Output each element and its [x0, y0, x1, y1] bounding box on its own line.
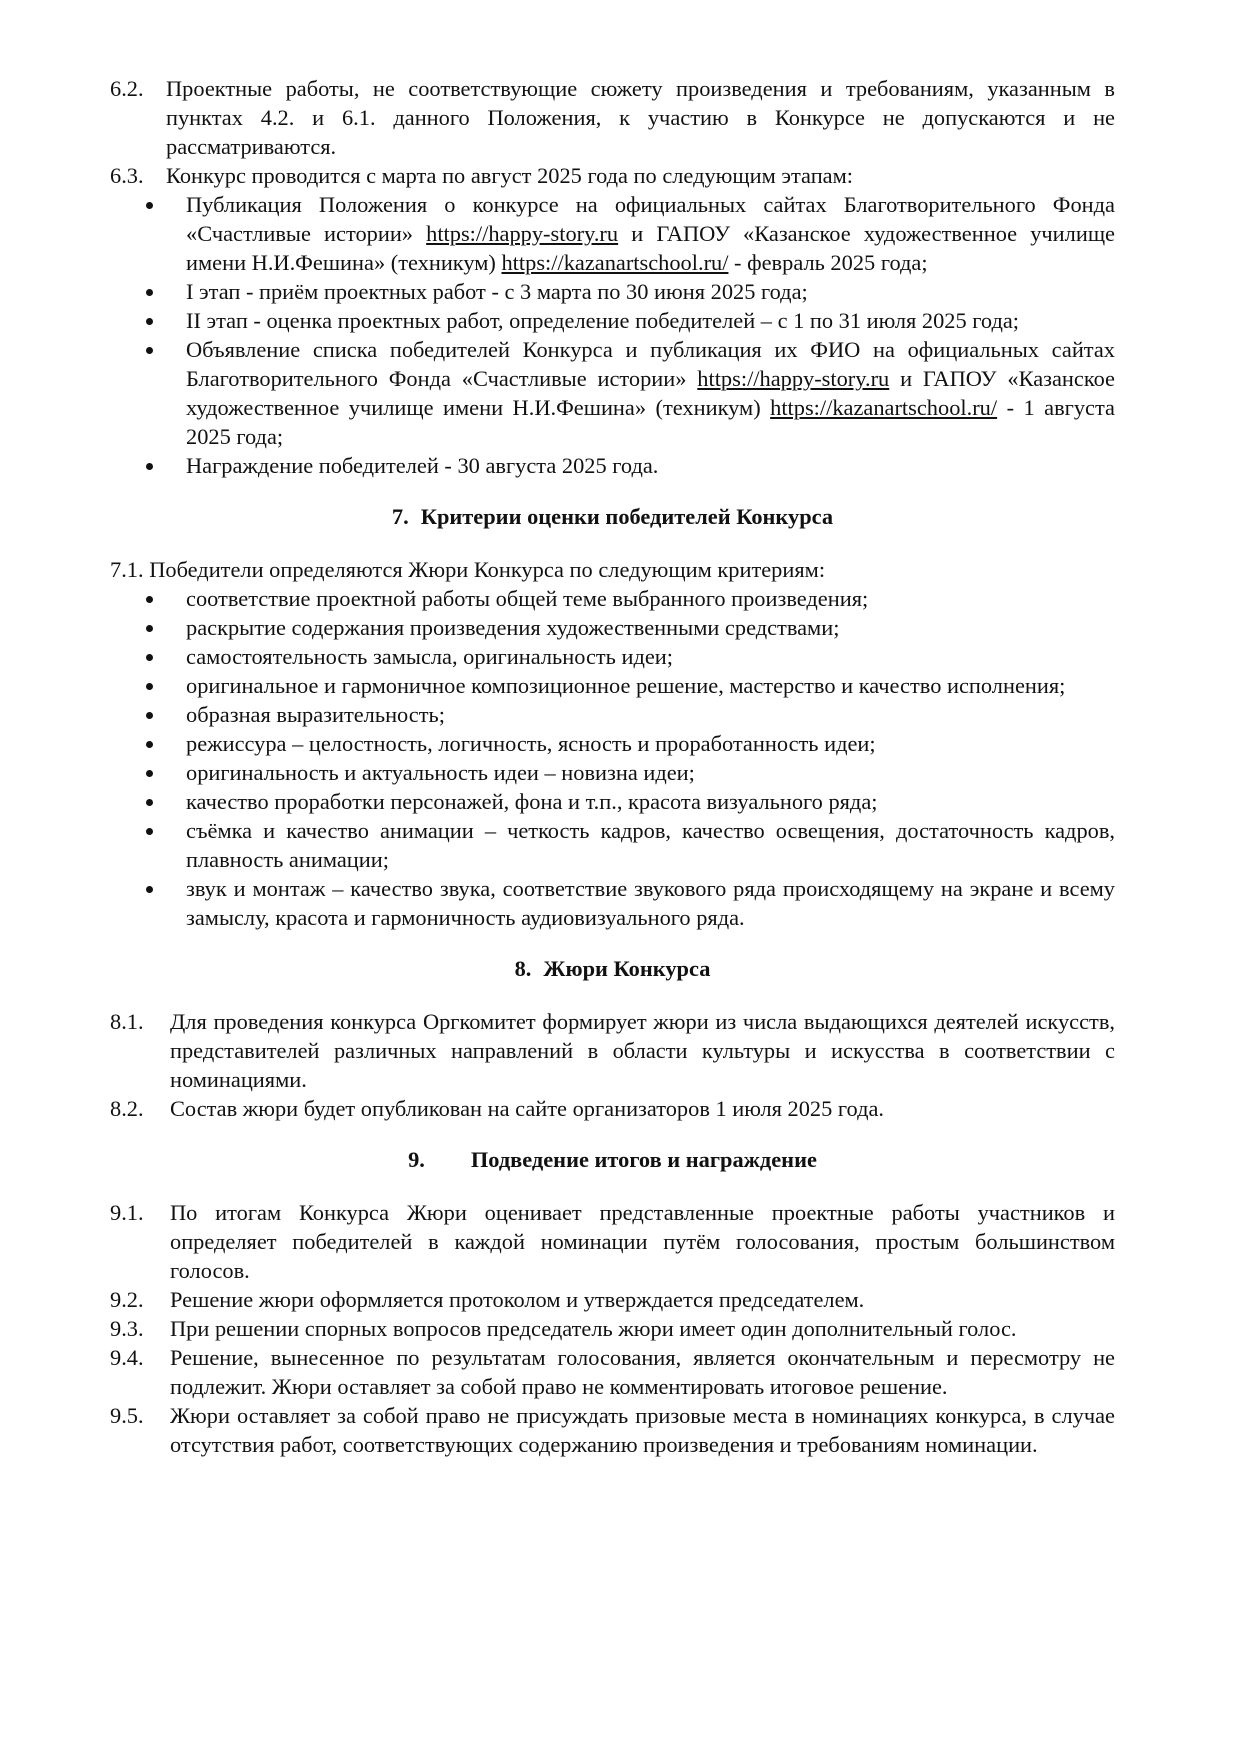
stage-text: и ГАПОУ «Казанское художественное училище имени Н.И.Фешина» (техникум) — [186, 366, 1115, 420]
bullet-icon — [146, 463, 153, 470]
stage-text: II этап - оценка проектных работ, определение победителей – с 1 по 31 июля 2025 года; — [186, 308, 1019, 333]
list-item — [110, 729, 1115, 758]
clause-number: 9.2. — [110, 1287, 144, 1312]
list-item — [110, 816, 1115, 874]
list-item — [110, 451, 1115, 480]
clause-9-1 — [110, 1198, 1115, 1285]
list-item — [110, 758, 1115, 787]
happy-story-link[interactable]: https://happy-story.ru — [697, 366, 890, 391]
clause-text: Решение жюри оформляется протоколом и утверждается председателем. — [170, 1287, 865, 1312]
list-item — [110, 700, 1115, 729]
list-item — [110, 642, 1115, 671]
clause-7-1 — [110, 555, 1115, 584]
section-number: 9. — [408, 1147, 425, 1172]
criterion-text: образная выразительность; — [186, 702, 445, 727]
list-item — [110, 613, 1115, 642]
clause-text: Состав жюри будет опубликован на сайте организаторов 1 июля 2025 года. — [170, 1096, 884, 1121]
clause-number: 6.2. — [110, 76, 144, 101]
list-item — [110, 874, 1115, 932]
clause-text: Для проведения конкурса Оргкомитет формирует жюри из числа выдающихся деятелей искусств, представителей различных направлений в области культуры и искусства в соответствии с номинациями. — [170, 1009, 1115, 1092]
bullet-icon — [146, 347, 153, 354]
clause-number: 9.4. — [110, 1345, 144, 1370]
criterion-text: съёмка и качество анимации – четкость кадров, качество освещения, достаточность кадров, плавность анимации; — [186, 818, 1115, 872]
bullet-icon — [146, 712, 153, 719]
bullet-icon — [146, 625, 153, 632]
list-item — [110, 787, 1115, 816]
clause-number: 9.1. — [110, 1200, 144, 1225]
bullet-icon — [146, 799, 153, 806]
clause-9-4 — [110, 1343, 1115, 1401]
stage-text: - 1 августа 2025 года; — [186, 395, 1115, 449]
list-item — [110, 306, 1115, 335]
criteria-list — [110, 584, 1115, 932]
stage-text: и ГАПОУ «Казанское художественное училище имени Н.И.Фешина» (техникум) — [186, 221, 1115, 275]
list-item — [110, 584, 1115, 613]
kazanartschool-link[interactable]: https://kazanartschool.ru/ — [501, 250, 729, 275]
criterion-text: оригинальность и актуальность идеи – новизна идеи; — [186, 760, 695, 785]
document-page — [110, 74, 1115, 1459]
clause-text: Конкурс проводится с марта по август 2025 года по следующим этапам: — [166, 163, 854, 188]
happy-story-link[interactable]: https://happy-story.ru — [426, 221, 619, 246]
stage-text: I этап - приём проектных работ - с 3 марта по 30 июня 2025 года; — [186, 279, 808, 304]
clause-number: 9.5. — [110, 1403, 144, 1428]
bullet-icon — [146, 683, 153, 690]
stage-text: - февраль 2025 года; — [728, 250, 928, 275]
clause-text: Жюри оставляет за собой право не присуждать призовые места в номинациях конкурса, в случае отсутствия работ, соответствующих содержанию произведения и требованиям номинации. — [170, 1403, 1115, 1457]
clause-9-5 — [110, 1401, 1115, 1459]
clause-6-3 — [110, 161, 1115, 190]
clause-9-3 — [110, 1314, 1115, 1343]
bullet-icon — [146, 770, 153, 777]
criterion-text: звук и монтаж – качество звука, соответствие звукового ряда происходящему на экране и всему замыслу, красота и гармоничность аудиовизуального ряда. — [186, 876, 1115, 930]
section-title: Критерии оценки победителей Конкурса — [420, 504, 834, 529]
clause-number: 7.1. — [110, 557, 144, 582]
bullet-icon — [146, 828, 153, 835]
section-7-heading — [110, 502, 1115, 531]
bullet-icon — [146, 318, 153, 325]
clause-text: При решении спорных вопросов председатель жюри имеет один дополнительный голос. — [170, 1316, 1017, 1341]
stage-text: Объявление списка победителей Конкурса и публикация их ФИО на официальных сайтах Благотворительного Фонда «Счастливые истории» — [186, 337, 1115, 391]
stage-text: Публикация Положения о конкурсе на официальных сайтах Благотворительного Фонда «Счастливые истории» — [186, 192, 1115, 246]
kazanartschool-link[interactable]: https://kazanartschool.ru/ — [770, 395, 998, 420]
criterion-text: самостоятельность замысла, оригинальность идеи; — [186, 644, 674, 669]
bullet-icon — [146, 202, 153, 209]
clause-text: Проектные работы, не соответствующие сюжету произведения и требованиям, указанным в пунктах 4.2. и 6.1. данного Положения, к участию в Конкурсе не допускаются и не рассматриваются. — [166, 76, 1115, 159]
list-item — [110, 671, 1115, 700]
section-number: 8. — [514, 956, 532, 981]
bullet-icon — [146, 596, 153, 603]
clause-number: 9.3. — [110, 1316, 144, 1341]
section-number: 7. — [391, 504, 409, 529]
section-title: Подведение итогов и награждение — [470, 1147, 817, 1172]
list-item — [110, 190, 1115, 277]
criterion-text: качество проработки персонажей, фона и т.п., красота визуального ряда; — [186, 789, 878, 814]
criterion-text: раскрытие содержания произведения художественными средствами; — [186, 615, 840, 640]
clause-text: По итогам Конкурса Жюри оценивает представленные проектные работы участников и определяет победителей в каждой номинации путём голосования, простым большинством голосов. — [170, 1200, 1115, 1283]
clause-text: Решение, вынесенное по результатам голосования, является окончательным и пересмотру не подлежит. Жюри оставляет за собой право не комментировать итоговое решение. — [170, 1345, 1115, 1399]
clause-number: 6.3. — [110, 163, 144, 188]
section-9-heading — [110, 1145, 1115, 1174]
stage-text: Награждение победителей - 30 августа 2025 года. — [186, 453, 659, 478]
bullet-icon — [146, 741, 153, 748]
section-8-heading — [110, 954, 1115, 983]
clause-6-2 — [110, 74, 1115, 161]
criterion-text: режиссура – целостность, логичность, ясность и проработанность идеи; — [186, 731, 876, 756]
clause-9-2 — [110, 1285, 1115, 1314]
criterion-text: оригинальное и гармоничное композиционное решение, мастерство и качество исполнения; — [186, 673, 1066, 698]
clause-text: Победители определяются Жюри Конкурса по следующим критериям: — [149, 557, 826, 582]
clause-number: 8.2. — [110, 1096, 144, 1121]
bullet-icon — [146, 886, 153, 893]
criterion-text: соответствие проектной работы общей теме выбранного произведения; — [186, 586, 869, 611]
bullet-icon — [146, 289, 153, 296]
clause-number: 8.1. — [110, 1009, 144, 1034]
list-item — [110, 277, 1115, 306]
bullet-icon — [146, 654, 153, 661]
section-title: Жюри Конкурса — [543, 956, 711, 981]
clause-8-1 — [110, 1007, 1115, 1094]
clause-8-2 — [110, 1094, 1115, 1123]
stages-list — [110, 190, 1115, 480]
list-item — [110, 335, 1115, 451]
